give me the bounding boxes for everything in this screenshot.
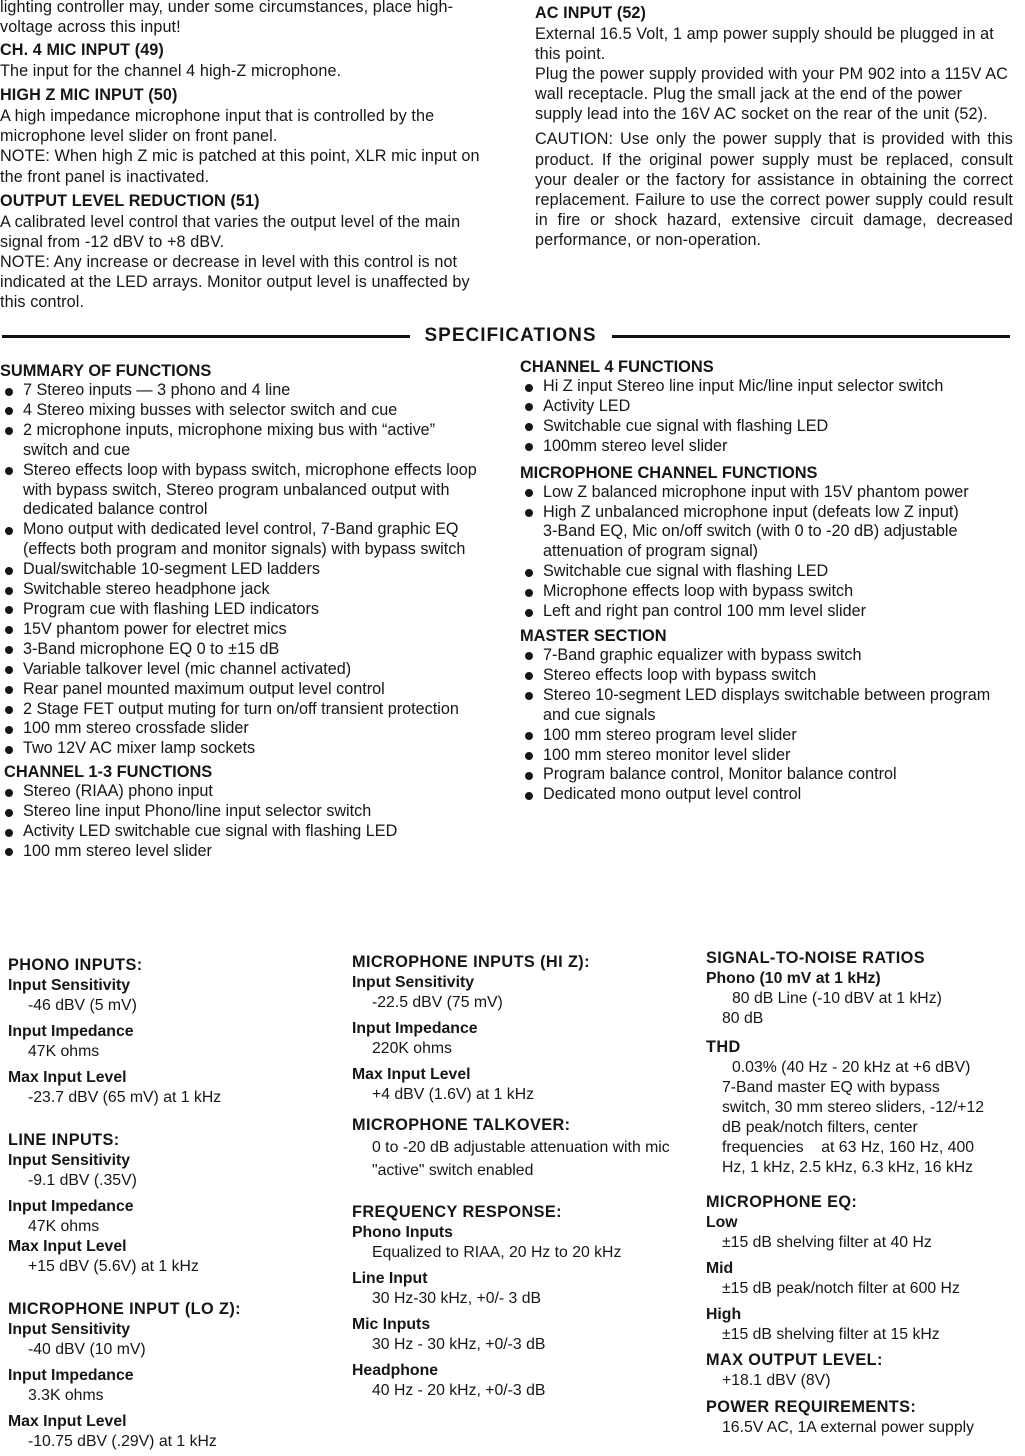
spec-label: High [706,1306,742,1323]
spec-value: 47K ohms [28,1043,100,1060]
spec-value: 40 Hz - 20 kHz, +0/-3 dB [372,1382,546,1399]
spec-label: Max Input Level [352,1066,471,1083]
high-z-mic-input-note: NOTE: When high Z mic is patched at this point, XLR mic input on the front panel is inactivated. [0,147,480,186]
specs-column-2 [352,952,682,1401]
list-item [520,503,1000,563]
spec-value: ±15 dB peak/notch filter at 600 Hz [722,1280,960,1297]
spec-label: Input Impedance [8,1198,134,1215]
divider-right [612,335,1010,338]
ac-input-text: External 16.5 Volt, 1 amp power supply should be plugged in at this point. [535,25,994,64]
line-inputs-heading: LINE INPUTS: [8,1131,120,1149]
spec-label: Mid [706,1260,734,1277]
spec-label: Phono Inputs [352,1224,453,1241]
channel-1-3-list [0,782,482,862]
divider-left [2,335,410,338]
spec-value: -40 dBV (10 mV) [28,1341,146,1358]
list-item: 100mm stereo level slider [520,437,1000,457]
spec-value: ±15 dB shelving filter at 15 kHz [722,1326,940,1343]
list-item: 3-Band microphone EQ 0 to ±15 dB [0,640,482,660]
list-item: 15V phantom power for electret mics [0,620,482,640]
top-right-column [535,3,1013,250]
spec-label: Input Sensitivity [352,974,475,991]
talkover-heading: MICROPHONE TALKOVER: [352,1116,571,1134]
intro-text: lighting controller may, under some circumstances, place high-voltage across this input! [0,0,454,37]
list-item: Stereo effects loop with bypass switch [520,666,1000,686]
top-left-column [0,0,482,312]
spec-value: ±15 dB shelving filter at 40 Hz [722,1234,932,1251]
spec-value: 30 Hz - 30 kHz, +0/-3 dB [372,1336,546,1353]
functions-right-column [520,357,1000,805]
list-item: Microphone effects loop with bypass switch [520,582,1000,602]
list-item: Activity LED [520,397,1000,417]
spec-value: -10.75 dBV (.29V) at 1 kHz [28,1433,217,1450]
spec-label: Low [706,1214,738,1231]
phono-inputs-heading: PHONO INPUTS: [8,956,143,974]
list-item: Rear panel mounted maximum output level control [0,680,482,700]
spec-label: Line Input [352,1270,428,1287]
caution-text: CAUTION: Use only the power supply that is provided with this product. If the original power supply must be replaced, consult your dealer or the factory for assistance in obtaining the correct replacement. Failure to use the correct power supply could result in fire or shock hazard, extensive circuit damage, decreased performance, or non-operation. [535,130,1013,249]
list-item-text: High Z unbalanced microphone input (defeats low Z input) [543,502,959,521]
spec-label: Max Input Level [8,1413,127,1430]
spec-value: +4 dBV (1.6V) at 1 kHz [372,1086,534,1103]
high-z-mic-input-text: A high impedance microphone input that is controlled by the microphone level slider on front panel. [0,107,435,146]
ac-input-heading: AC INPUT (52) [535,4,647,22]
list-item: Stereo 10-segment LED displays switchable between program and cue signals [520,686,1000,726]
power-requirements-heading: POWER REQUIREMENTS: [706,1398,917,1416]
list-item: 100 mm stereo crossfade slider [0,719,482,739]
list-item: 100 mm stereo monitor level slider [520,746,1000,766]
specs-column-3 [706,948,1024,1438]
list-item: Program balance control, Monitor balance control [520,765,1000,785]
list-item: Stereo line input Phono/line input selector switch [0,802,482,822]
spec-label: Max Input Level [8,1238,127,1255]
list-item: Program cue with flashing LED indicators [0,600,482,620]
spec-label: Input Sensitivity [8,1321,131,1338]
list-item: Left and right pan control 100 mm level slider [520,602,1000,622]
summary-heading: SUMMARY OF FUNCTIONS [0,362,212,380]
list-item: Stereo effects loop with bypass switch, microphone effects loop with bypass switch, Stereo program unbalanced output with dedicated balance control [0,461,482,521]
microphone-channel-heading: MICROPHONE CHANNEL FUNCTIONS [520,463,818,482]
summary-list [0,381,482,759]
list-item: Low Z balanced microphone input with 15V phantom power [520,483,1000,503]
output-level-reduction-heading: OUTPUT LEVEL REDUCTION (51) [0,191,260,210]
channel-4-heading: CHANNEL 4 FUNCTIONS [520,358,714,376]
spec-value: Equalized to RIAA, 20 Hz to 20 kHz [372,1244,622,1261]
spec-label: Headphone [352,1362,439,1379]
thd-heading: THD [706,1038,741,1056]
spec-value: 47K ohms [28,1218,100,1235]
ch4-mic-input-text: The input for the channel 4 high-Z microphone. [0,62,342,81]
spec-value: 0 to -20 dB adjustable attenuation with mic "active" switch enabled [372,1139,670,1179]
mic-eq-heading: MICROPHONE EQ: [706,1193,858,1211]
list-item: 7 Stereo inputs — 3 phono and 4 line [0,381,482,401]
spec-label: Input Sensitivity [8,977,131,994]
high-z-mic-input-heading: HIGH Z MIC INPUT (50) [0,86,178,105]
output-level-reduction-text: A calibrated level control that varies the output level of the main signal from -12 dBV to +8 dBV. [0,212,461,251]
list-item: Hi Z input Stereo line input Mic/line input selector switch [520,377,1000,397]
specs-column-1 [8,955,328,1452]
max-output-heading: MAX OUTPUT LEVEL: [706,1351,883,1369]
spec-label: Max Input Level [8,1069,127,1086]
list-item: Dual/switchable 10-segment LED ladders [0,560,482,580]
spec-label: Input Impedance [352,1020,478,1037]
spec-label: Input Sensitivity [8,1152,131,1169]
spec-value: +18.1 dBV (8V) [722,1372,831,1389]
spec-value: 0.03% (40 Hz - 20 kHz at +6 dBV) [732,1059,971,1076]
spec-value: 16.5V AC, 1A external power supply [722,1419,975,1436]
spec-value: 80 dB [722,1010,764,1027]
list-item-extra: 3-Band EQ, Mic on/off switch (with 0 to -20 dB) adjustable attenuation of program signal) [543,522,958,561]
spec-label: Mic Inputs [352,1316,431,1333]
spec-label: Phono (10 mV at 1 kHz) [706,970,881,987]
list-item: 2 microphone inputs, microphone mixing bus with “active” switch and cue [0,421,482,461]
list-item: Switchable stereo headphone jack [0,580,482,600]
list-item: 4 Stereo mixing busses with selector switch and cue [0,401,482,421]
ac-input-instructions: Plug the power supply provided with your PM 902 into a 115V AC wall receptacle. Plug the small jack at the end of the power supply lead into the 16V AC socket on the rear of the unit (52). [535,65,1008,124]
spec-value: -22.5 dBV (75 mV) [372,994,503,1011]
functions-left-column [0,361,482,862]
specifications-title: SPECIFICATIONS [424,325,597,346]
list-item: Switchable cue signal with flashing LED [520,417,1000,437]
spec-label: Input Impedance [8,1367,134,1384]
list-item: Stereo (RIAA) phono input [0,782,482,802]
spec-value: +15 dBV (5.6V) at 1 kHz [28,1258,199,1275]
snr-heading: SIGNAL-TO-NOISE RATIOS [706,949,925,967]
spec-value: 7-Band master EQ with bypass switch, 30 mm stereo sliders, -12/+12 dB peak/notch filters, center frequencies at 63 Hz, 160 Hz, 400 Hz, 1 kHz, 2.5 kHz, 6.3 kHz, 16 kHz [722,1079,989,1176]
list-item: 100 mm stereo program level slider [520,726,1000,746]
specifications-header [0,324,1010,348]
microphone-channel-list [520,483,1000,622]
output-level-reduction-note: NOTE: Any increase or decrease in level with this control is not indicated at the LED arrays. Monitor output level is unaffected by this control. [0,252,470,312]
list-item: Switchable cue signal with flashing LED [520,562,1000,582]
mic-hi-z-heading: MICROPHONE INPUTS (HI Z): [352,953,590,971]
spec-value: 30 Hz-30 kHz, +0/- 3 dB [372,1290,542,1307]
ch4-mic-input-heading: CH. 4 MIC INPUT (49) [0,41,164,60]
master-section-heading: MASTER SECTION [520,626,667,645]
list-item: 100 mm stereo level slider [0,842,482,862]
spec-value: 220K ohms [372,1040,452,1057]
list-item: 7-Band graphic equalizer with bypass switch [520,646,1000,666]
mic-lo-z-heading: MICROPHONE INPUT (LO Z): [8,1300,241,1318]
channel-4-list [520,377,1000,457]
master-section-list [520,646,1000,805]
channel-1-3-heading: CHANNEL 1-3 FUNCTIONS [4,763,213,782]
list-item: Activity LED switchable cue signal with flashing LED [0,822,482,842]
spec-label: Input Impedance [8,1023,134,1040]
spec-value: -23.7 dBV (65 mV) at 1 kHz [28,1089,222,1106]
list-item: Variable talkover level (mic channel activated) [0,660,482,680]
list-item: 2 Stage FET output muting for turn on/off transient protection [0,700,482,720]
frequency-response-heading: FREQUENCY RESPONSE: [352,1203,562,1221]
list-item: Two 12V AC mixer lamp sockets [0,739,482,759]
spec-value: -46 dBV (5 mV) [28,997,137,1014]
list-item: Mono output with dedicated level control, 7-Band graphic EQ (effects both program and monitor signals) with bypass switch [0,520,482,560]
spec-value: -9.1 dBV (.35V) [28,1172,137,1189]
list-item: Dedicated mono output level control [520,785,1000,805]
spec-value: 3.3K ohms [28,1387,104,1404]
spec-value: 80 dB Line (-10 dBV at 1 kHz) [732,990,942,1007]
